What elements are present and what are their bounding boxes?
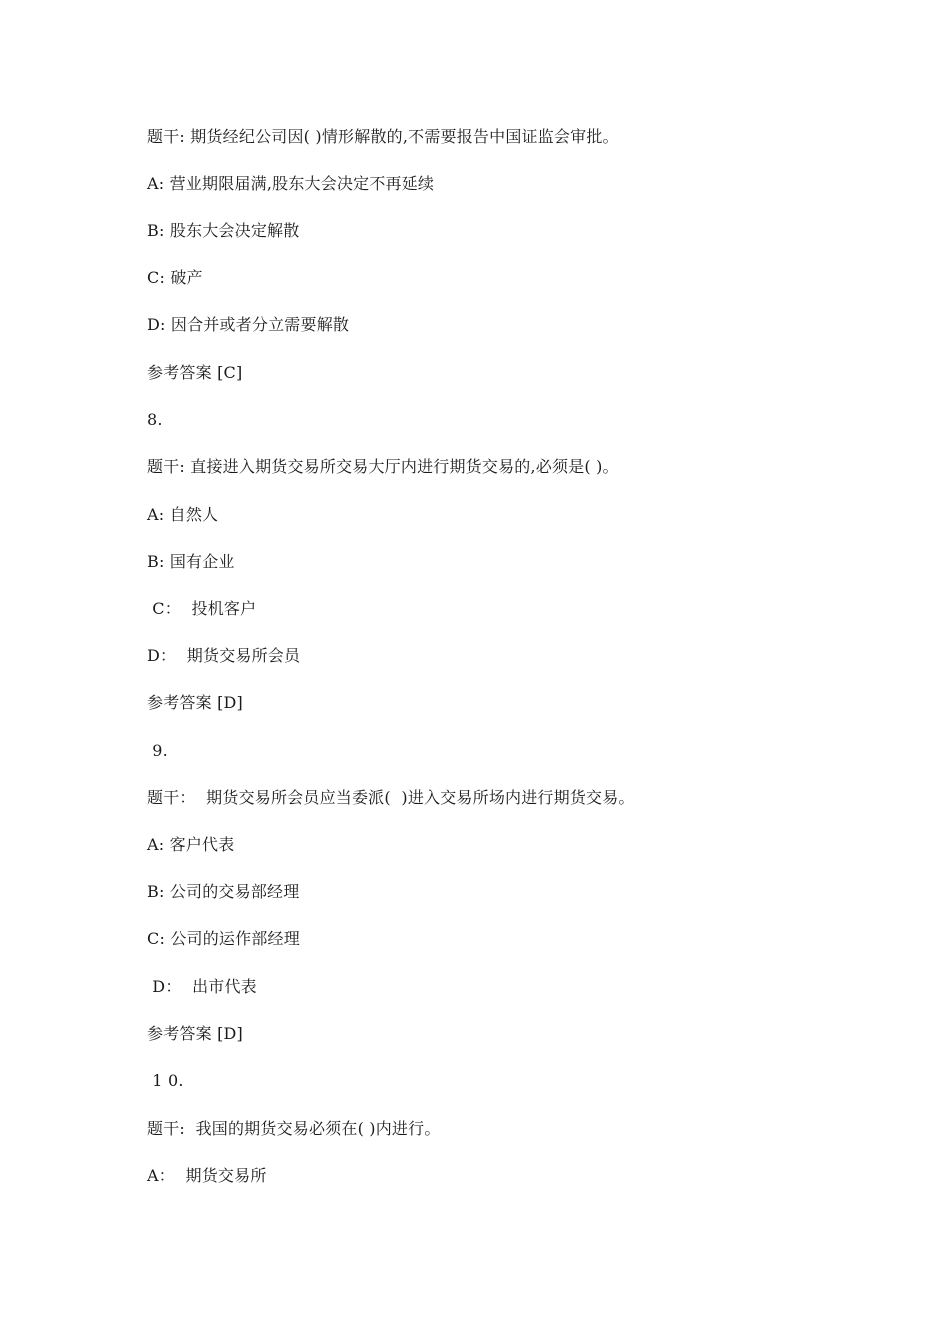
- option-a: A: 营业期限届满,股东大会决定不再延续: [147, 174, 435, 193]
- option-a: A: 自然人: [147, 505, 219, 524]
- question-number: 9.: [147, 741, 168, 760]
- option-b: B: 公司的交易部经理: [147, 882, 300, 901]
- question-stem: 题干： 期货交易所会员应当委派( )进入交易所场内进行期货交易。: [147, 788, 635, 807]
- option-c: C: 公司的运作部经理: [147, 929, 300, 948]
- option-a: A： 期货交易所: [147, 1166, 267, 1185]
- option-d: D: 因合并或者分立需要解散: [147, 315, 350, 334]
- option-b: B: 股东大会决定解散: [147, 221, 300, 240]
- question-stem: 题干: 直接进入期货交易所交易大厅内进行期货交易的,必须是( )。: [147, 457, 619, 476]
- option-a: A: 客户代表: [147, 835, 235, 854]
- reference-answer: 参考答案 [C]: [147, 363, 243, 382]
- question-stem: 题干: 我国的期货交易必须在( )内进行。: [147, 1119, 441, 1138]
- option-d: D： 期货交易所会员: [147, 646, 301, 665]
- option-b: B: 国有企业: [147, 552, 235, 571]
- question-number: 8.: [147, 410, 163, 429]
- reference-answer: 参考答案 [D]: [147, 693, 243, 712]
- option-c: C： 投机客户: [147, 599, 257, 618]
- option-d: D： 出市代表: [147, 977, 257, 996]
- option-c: C: 破产: [147, 268, 203, 287]
- question-number: 1 0.: [147, 1071, 184, 1090]
- question-stem: 题干: 期货经纪公司因( )情形解散的,不需要报告中国证监会审批。: [147, 127, 619, 146]
- reference-answer: 参考答案 [D]: [147, 1024, 243, 1043]
